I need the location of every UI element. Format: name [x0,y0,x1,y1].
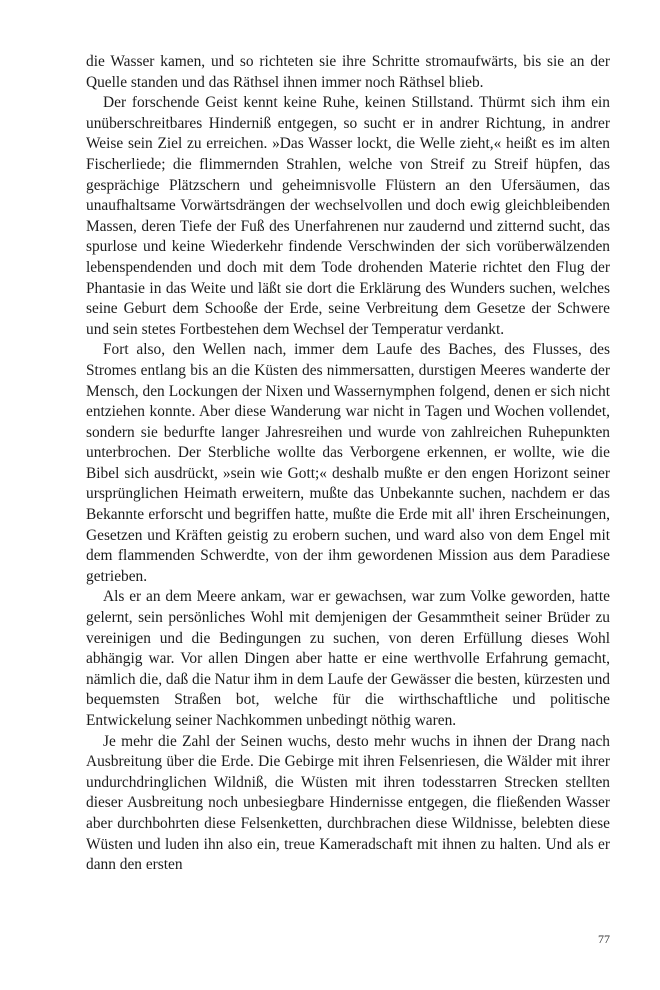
paragraph-1-continuation: die Wasser kamen, und so richteten sie ihre Schritte stromaufwärts, bis sie an der Quelle standen und das Räthsel ihnen immer noch Räthsel blieb. [86,53,610,91]
paragraph-4: Als er an dem Meere ankam, war er gewachsen, war zum Volke geworden, hatte gelernt, sein persönliches Wohl mit demjenigen der Gesammtheit seiner Brüder zu vereinigen und die Bedingungen zu suchen, von deren Erfüllung dieses Wohl abhängig war. Vor allen Dingen aber hatte er eine werthvolle Erfahrung gemacht, nämlich die, daß die Natur ihm in dem Laufe der Gewässer die besten, kürzesten und bequemsten Straßen bot, welche für die wirthschaftliche und politische Entwickelung seiner Nachkommen unbedingt nöthig waren. [86,588,610,729]
paragraph-3: Fort also, den Wellen nach, immer dem Laufe des Baches, des Flusses, des Stromes entlang bis an die Küsten des nimmersatten, durstigen Meeres wanderte der Mensch, den Lockungen der Nixen und Wassernymphen folgend, denen er sich nicht entziehen konnte. Aber diese Wanderung war nicht in Tagen und Wochen vollendet, sondern sie bedurfte langer Jahresreihen und wurde von zahlreichen Ruhepunkten unterbrochen. Der Sterbliche wollte das Verborgene erkennen, er wollte, wie die Bibel sich ausdrückt, »sein wie Gott;« deshalb mußte er den engen Horizont seiner ursprünglichen Heimath erweitern, mußte das Unbekannte suchen, nachdem er das Bekannte erforscht und begriffen hatte, mußte die Erde mit all' ihren Erscheinungen, Gesetzen und Kräften geistig zu erobern suchen, und ward also von dem Engel mit dem flammenden Schwerdte, von der ihm gewordenen Mission aus dem Paradiese getrieben. [86,341,610,585]
paragraph-5: Je mehr die Zahl der Seinen wuchs, desto mehr wuchs in ihnen der Drang nach Ausbreitung über die Erde. Die Gebirge mit ihren Felsenriesen, die Wälder mit ihrer undurchdringlichen Wildniß, die Wüsten mit ihren todesstarren Strecken stellten dieser Ausbreitung noch unbesiegbare Hindernisse entgegen, die fließenden Wasser aber durchbohrten diese Felsenketten, durchbrachen diese Wildnisse, belebten diese Wüsten und luden ihn also ein, treue Kameradschaft mit ihnen zu halten. Und als er dann den ersten [86,732,610,874]
page-number: 77 [598,932,610,946]
paragraph-2: Der forschende Geist kennt keine Ruhe, keinen Stillstand. Thürmt sich ihm ein unüberschreitbares Hinderniß entgegen, so sucht er in andrer Richtung, in andrer Weise sein Ziel zu erreichen. »Das Wasser lockt, die Welle zieht,« heißt es im alten Fischerliede; die flimmernden Strahlen, welche von Streif zu Streif hüpfen, das gesprächige Plätzschern und geheimnisvolle Flüstern an den Ufersäumen, das unaufhaltsame Vorwärtsdrängen der wechselvollen und doch ewig gleichbleibenden Massen, deren Tiefe der Fuß des Unerfahrenen nur zaudernd und zitternd sucht, das spurlose und keine Wiederkehr findende Verschwinden der sich vorüberwälzenden lebenspendenden und doch mit dem Tode drohenden Materie richtet den Flug der Phantasie in das Weite und läßt sie dort die Erklärung des Wunders suchen, welches seine Geburt dem Schooße der Erde, seine Verbreitung dem Gesetze der Schwere und sein stetes Fortbestehen dem Wechsel der Temperatur verdankt. [86,94,610,338]
body-text [86,52,610,876]
